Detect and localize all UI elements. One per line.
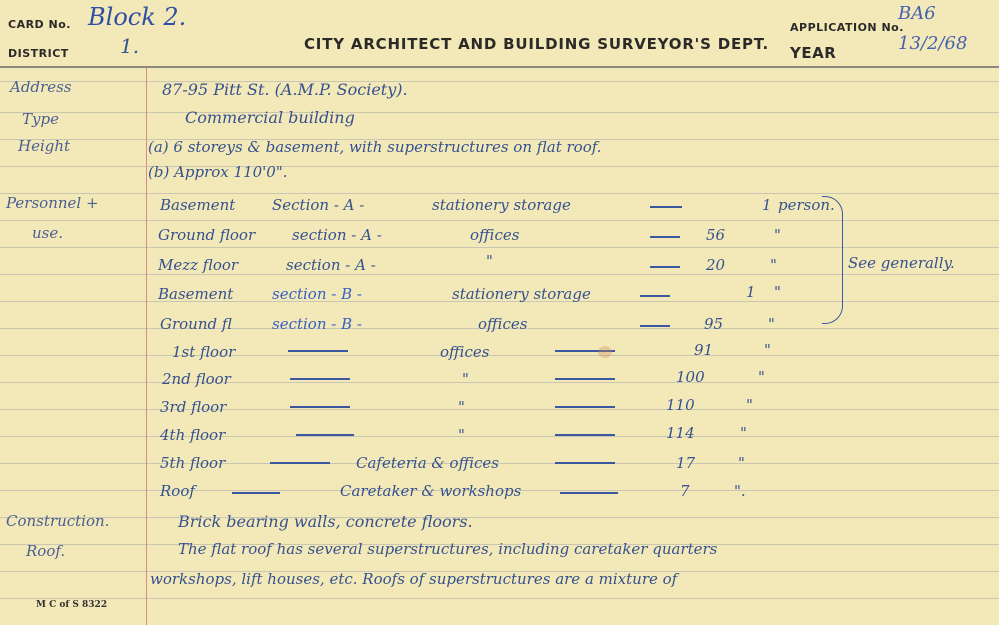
department-title: CITY ARCHITECT AND BUILDING SURVEYOR'S DEPT. [304,35,770,53]
label-personnel: Personnel + [6,194,99,212]
row-count: 1 [762,196,772,214]
row-section: section - A - [286,256,376,274]
roof-line-1: The flat roof has several superstructures, including caretaker quarters [178,540,718,558]
label-use: use. [32,224,64,242]
row-dash [555,406,615,408]
row-dash [555,378,615,380]
row-dash [555,434,615,436]
row-dash [650,236,680,238]
card-no-value: Block 2. [88,3,187,31]
row-unit: ". [734,482,746,500]
row-unit: " [746,396,753,414]
row-dash [555,462,615,464]
row-unit: " [774,226,781,244]
row-use: offices [478,315,528,333]
row-count: 1 [746,283,756,301]
label-height: Height [18,137,71,155]
row-unit: person. [778,196,835,214]
row-count: 110 [666,396,695,414]
row-floor: Basement [160,196,236,214]
row-floor: Mezz floor [158,256,239,274]
row-dash [560,492,618,494]
row-count: 20 [706,256,726,274]
row-dash [270,462,330,464]
row-dash [640,325,670,327]
row-count: 114 [666,424,695,442]
row-count: 95 [704,315,724,333]
row-count: 91 [694,341,714,359]
row-unit: " [768,315,775,333]
row-use: offices [470,226,520,244]
row-floor: 5th floor [160,454,226,472]
row-unit: " [740,424,747,442]
label-type: Type [22,110,59,128]
height-line-2: (b) Approx 110'0". [148,163,288,181]
row-dash [640,295,670,297]
row-use: Cafeteria & offices [356,454,499,472]
header-divider [0,66,999,68]
row-floor: Basement [158,285,234,303]
row-floor: Roof [160,482,195,500]
card-no-label: CARD No. [8,18,71,31]
row-use: stationery storage [432,196,571,214]
construction-value: Brick bearing walls, concrete floors. [178,512,473,531]
row-dash [290,406,350,408]
year-value: 13/2/68 [898,33,968,54]
row-count: 100 [676,368,705,386]
row-use: " [462,370,469,388]
year-label: YEAR [790,44,837,62]
margin-line [146,68,147,625]
application-label: APPLICATION No. [790,21,904,34]
height-line-1: (a) 6 storeys & basement, with superstructures on flat roof. [148,138,602,156]
row-use: offices [440,343,490,361]
row-floor: 3rd floor [160,398,227,416]
row-floor: Ground floor [158,226,256,244]
ink-stain [598,346,612,358]
bracket [822,196,843,324]
row-dash [288,350,348,352]
row-use: " [486,252,493,270]
district-label: DISTRICT [8,47,69,60]
row-count: 56 [706,226,726,244]
address-value: 87-95 Pitt St. (A.M.P. Society). [162,80,408,99]
row-dash [232,492,280,494]
row-floor: 2nd floor [162,370,231,388]
row-count: 7 [680,482,690,500]
row-dash [650,206,682,208]
row-unit: " [764,341,771,359]
row-unit: " [758,368,765,386]
row-section: section - B - [272,315,362,333]
label-construction: Construction. [6,512,110,530]
application-value: BA6 [898,3,936,24]
brace-note: See generally. [848,254,955,272]
row-dash [296,434,354,436]
row-floor: 4th floor [160,426,226,444]
label-roof: Roof. [26,542,66,560]
row-dash [650,266,680,268]
label-address: Address [10,78,72,96]
form-number: M C of S 8322 [36,600,108,610]
row-dash [290,378,350,380]
row-section: section - B - [272,285,362,303]
row-unit: " [738,454,745,472]
row-use: Caretaker & workshops [340,482,522,500]
row-unit: " [774,283,781,301]
row-use: stationery storage [452,285,591,303]
row-unit: " [770,256,777,274]
row-floor: Ground fl [160,315,232,333]
district-value: 1. [120,34,140,58]
roof-line-2: workshops, lift houses, etc. Roofs of superstructures are a mixture of [150,570,678,588]
row-section: section - A - [292,226,382,244]
row-use: " [458,426,465,444]
row-floor: 1st floor [172,343,236,361]
row-count: 17 [676,454,696,472]
type-value: Commercial building [185,108,355,127]
row-section: Section - A - [272,196,365,214]
row-use: " [458,398,465,416]
